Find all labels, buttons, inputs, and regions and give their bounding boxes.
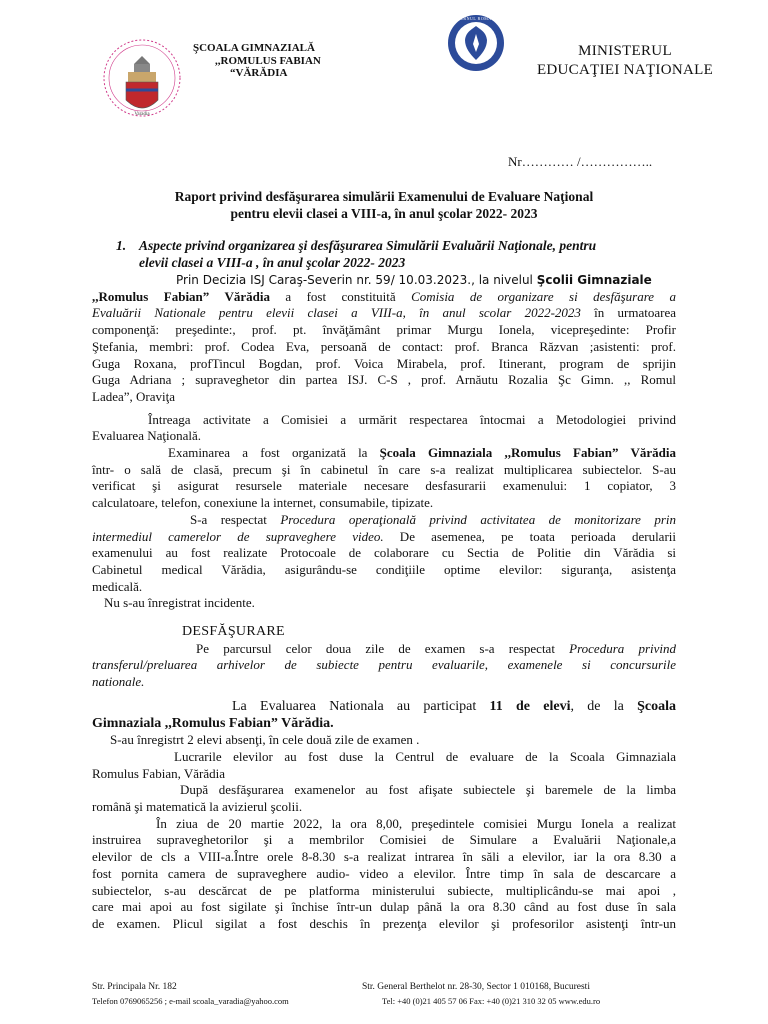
text: în urmatoarea [580, 305, 676, 321]
paragraph-decision-line [92, 272, 676, 289]
paragraph-line [92, 445, 676, 462]
paragraph-line: subiectelor, s-au descărcat de pe platforma ministerului subiecte, multiplicându-se mai apoi , [92, 882, 676, 898]
paragraph-line: transferul/preluarea arhivelor de subiecte pentru evaluarile, examenele si concursurile [92, 657, 676, 673]
school-crest-logo [100, 38, 184, 122]
section-heading-line2: elevii clasei a VIII-a , în anul şcolar 2022- 2023 [139, 255, 406, 270]
paragraph-no-incidents: Nu s-au înregistrat incidente. [104, 595, 255, 611]
paragraph-line: care mai apoi au fost sigilate şi închise într-un dulap până la ora 8.30 când au fost duse în sala [92, 899, 676, 915]
paragraph-line: Cabinetul medical Vărădia, asigurându-se condiţiile optime elevilor: siguranţa, asistenţa [92, 561, 676, 577]
paragraph-line: examenului au fost realizate Protocoale de colaborare cu Sectia de Politie din Vărădia si [92, 545, 676, 561]
paragraph-absent-students: S-au înregistrt 2 elevi absenţi, în cele două zile de examen . [110, 732, 420, 748]
paragraph-line [92, 529, 676, 546]
participants-count: 11 de elevi [489, 698, 571, 714]
paragraph-line: într- o sală de clasă, precum şi în cabinetul în care s-a realizat multiplicarea subiectelor. S-au [92, 461, 676, 477]
report-title-line1: Raport privind desfăşurarea simulării Examenului de Evaluare Naţional [174, 189, 594, 204]
text: La Evaluarea Nationala au participat [232, 698, 490, 714]
paragraph-line: medicală. [92, 578, 143, 594]
ministry-title-line1: MINISTERUL [578, 43, 672, 59]
document-number: Nr………… /…………….. [508, 154, 653, 169]
section-heading-desfasurare: DESFĂŞURARE [182, 624, 285, 640]
logo-caption: Varadia [134, 112, 150, 117]
footer-ministry-address: Str. General Berthelot nr. 28-30, Sector 1 010168, Bucuresti [362, 982, 590, 992]
text: , de la [570, 698, 638, 714]
commission-name: Evaluării Nationale pentru elevii clasei a VIII-a, în anul scolar 2022-2023 [92, 305, 581, 321]
paragraph-line: Lucrarile elevilor au fost duse la Centrul de evaluare de la Scoala Gimnaziala [174, 748, 676, 764]
text: a fost constituită [269, 288, 412, 304]
paragraph-line: Ştefania, membri: prof. Codea Eva, persoană de contact: prof. Branca Răzvan ;asistenti: prof. [92, 338, 676, 354]
school-name-bold: Şcoala [637, 698, 676, 714]
text: S-a respectat [190, 511, 281, 527]
paragraph-line: română şi matematică la avizierul şcolii. [92, 799, 303, 815]
seal-text: GUVERNUL ROMÂNIEI [450, 16, 502, 21]
school-name-bold: Şcolii Gimnaziale [536, 273, 652, 287]
footer-school-contact: Telefon 0769065256 ; e-mail scoala_varadia@yahoo.com [92, 996, 289, 1006]
paragraph-line: Guga Adriana ; supraveghetor din partea ISJ. C-S , prof. Arnăutu Rozalia Şc Gimn. ,, Romul [92, 372, 676, 388]
school-name-bold: ,,Romulus Fabian” Vărădia [92, 288, 270, 304]
paragraph-line: În ziua de 20 martie 2022, la ora 8,00, preşedintele comisiei Murgu Ionela a realizat [156, 815, 676, 831]
footer-ministry-contact: Tel: +40 (0)21 405 57 06 Fax: +40 (0)21 310 32 05 www.edu.ro [382, 996, 601, 1006]
paragraph-line [92, 699, 676, 716]
report-title-line2: pentru elevii clasei a VIII-a, în anul şcolar 2022- 2023 [230, 206, 538, 221]
paragraph-line: calculatoare, telefon, conexiune la internet, consumabile, tipizate. [92, 495, 434, 511]
paragraph-line: de examen. Plicul sigilat a fost deschis în prezenţa elevilor şi profesorilor asistenţi într-un [92, 916, 676, 931]
school-name-line1: ŞCOALA GIMNAZIALĂ [193, 42, 315, 54]
procedure-name: Procedura operaţională privind activitatea de monitorizare prin [280, 511, 676, 527]
paragraph-line: Evaluarea Naţională. [92, 428, 201, 444]
commission-name: Comisia de organizare si desfăşurare a [411, 288, 676, 304]
paragraph-line: componenţă: preşedinte:, prof. pt. învăţământ primar Murgu Ionela, vicepreşedinte: Profir [92, 322, 676, 338]
paragraph-line: verificat şi asigurat resursele materiale necesare desfasurarii examenului: 1 copiator, 3 [92, 478, 676, 494]
section-number: 1. [116, 238, 127, 253]
section-heading-line1: Aspecte privind organizarea şi desfăşurarea Simulării Evaluării Naţionale, pentru [139, 238, 597, 253]
paragraph-line: După desfăşurarea examenelor au fost afişate subiectele şi baremele de la limba [180, 782, 676, 798]
paragraph-line [92, 289, 676, 306]
school-name-bold: Gimnaziala ,,Romulus Fabian” Vărădia. [92, 715, 334, 731]
paragraph-line: fost pornita camera de supraveghere audio- video a elevilor. Între timp în sala de descarcare a [92, 865, 676, 881]
paragraph-line [92, 641, 676, 658]
procedure-name: Procedura privind [569, 640, 676, 656]
text: Pe parcursul celor doua zile de examen s-a respectat [196, 640, 570, 656]
paragraph-line [92, 512, 676, 529]
paragraph-line: Întreaga activitate a Comisiei a urmărit respectarea întocmai a Metodologiei privind [148, 411, 676, 427]
school-name-line3: “VĂRĂDIA [230, 67, 288, 79]
document-body [92, 272, 676, 933]
paragraph-line: elevilor de cls a VIII-a.Între orele 8-8.30 s-a realizat intrarea în săli a elevilor, iar la ora 8.30 a [92, 849, 676, 865]
decision-text: Prin Decizia ISJ Caraş-Severin nr. 59/ 10.03.2023., la nivelul [176, 273, 537, 287]
paragraph-line: Ladea”, Oraviţa [92, 388, 176, 404]
government-seal [447, 14, 505, 72]
procedure-name: intermediul camerelor de supraveghere video. [92, 528, 384, 544]
paragraph-line: Guga Roxana, profTincul Bogdan, prof. Voica Mirabela, prof. Itinerant, program de sprijin [92, 355, 676, 371]
text: Examinarea a fost organizată la [168, 445, 380, 461]
paragraph-line [92, 305, 676, 322]
school-name-line2: ,,ROMULUS FABIAN [215, 55, 321, 67]
paragraph-line: nationale. [92, 674, 145, 690]
paragraph-line: Romulus Fabian, Vărădia [92, 765, 225, 781]
text: De asemenea, pe toata perioada derularii [383, 528, 677, 544]
footer-school-address: Str. Principala Nr. 182 [92, 982, 177, 992]
paragraph-line: instruirea supraveghetorilor şi a membrilor Comisiei de Simulare a Evaluării Naţionale,a [92, 832, 676, 848]
ministry-title-line2: EDUCAŢIEI NAŢIONALE [536, 62, 714, 78]
school-name-bold: Şcoala Gimnaziala ,,Romulus Fabian” Vărădia [379, 445, 677, 461]
